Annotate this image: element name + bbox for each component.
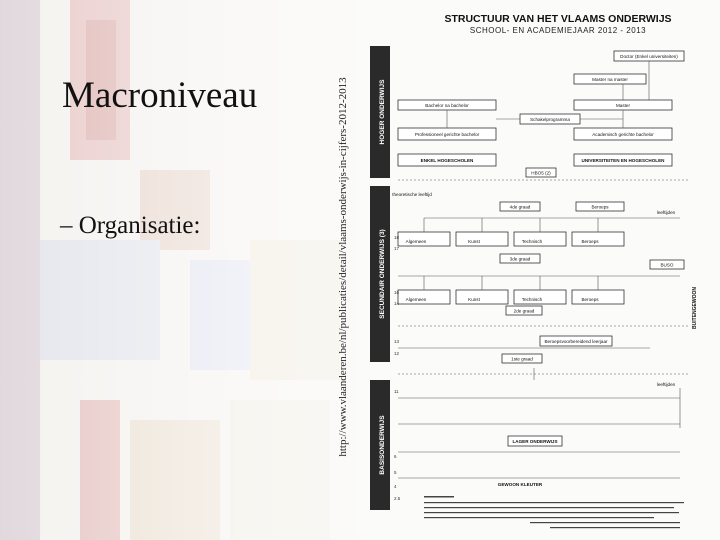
label-bso-4: Beroeps	[581, 239, 599, 244]
svg-text:16: 16	[394, 290, 400, 295]
label-hbo5: HBO5 (2)	[531, 170, 551, 176]
footnotes	[424, 496, 684, 528]
label-theoretische-leeftijd: theoretische leeftijd	[392, 192, 432, 197]
label-acad-bachelor: Academisch gerichte bachelor	[592, 132, 654, 137]
label-bachelor-na-bachelor: Bachelor na bachelor	[425, 103, 469, 108]
label-master: Master	[615, 103, 631, 108]
label-prof-bachelor: Professioneel gerichte bachelor	[414, 132, 480, 137]
svg-text:5: 5	[394, 470, 397, 475]
label-leeftijden: leeftijden	[656, 210, 676, 215]
section-label-hoger: HOGER ONDERWIJS	[379, 79, 386, 145]
svg-text:11: 11	[394, 389, 399, 394]
svg-text:18: 18	[394, 235, 400, 240]
label-gewoon-kleuter: GEWOON KLEUTER	[497, 482, 543, 487]
label-kso-2: Kunst	[468, 297, 480, 302]
label-graad1: 1ste graad	[511, 356, 533, 362]
label-buitengewoon: BUITENGEWOON	[692, 287, 698, 329]
label-bso-2: Beroeps	[581, 297, 599, 302]
label-graad2: 2de graad	[513, 308, 535, 314]
label-graad4: 4de graad	[509, 204, 531, 210]
label-master-na-master: Master na master	[592, 77, 628, 82]
section-label-secundair: SECUNDAIR ONDERWIJS (3)	[379, 229, 386, 319]
label-tso-2: Technisch	[521, 297, 543, 302]
svg-text:13: 13	[394, 339, 400, 344]
source-url[interactable]: http://www.vlaanderen.be/nl/publicaties/detail/vlaams-onderwijs-in-cijfers-2012-2013	[337, 77, 349, 457]
label-schakelprogramma: Schakelprogramma	[530, 117, 570, 122]
box-kso-2	[456, 290, 508, 304]
label-lager-onderwijs: LAGER ONDERWIJS	[512, 439, 558, 444]
diagram-subtitle: SCHOOL- EN ACADEMIEJAAR 2012 - 2013	[469, 26, 647, 35]
box-kso-4	[456, 232, 508, 246]
label-graad4-beroeps: Beroeps	[591, 204, 609, 210]
label-beroepsvoorbereidend: Beroepsvoorbereidend leerjaar	[544, 339, 608, 344]
label-kso-4: Kunst	[468, 239, 480, 244]
slide-title: Macroniveau	[62, 75, 258, 116]
label-enkel-hogescholen: ENKEL HOGESCHOLEN	[420, 158, 474, 163]
label-aso-4: Algemeen	[405, 239, 427, 244]
slide-bullet: – Organisatie:	[60, 212, 201, 239]
svg-text:4: 4	[394, 484, 397, 489]
label-buso: BUSO	[660, 262, 674, 268]
svg-text:6: 6	[394, 454, 397, 459]
education-structure-diagram	[360, 8, 712, 535]
svg-text:17: 17	[394, 246, 400, 251]
label-univ-hogescholen: UNIVERSITEITEN EN HOGESCHOLEN	[581, 158, 665, 163]
section-label-basis: BASISONDERWIJS	[379, 415, 386, 475]
svg-text:12: 12	[394, 351, 400, 356]
label-doctor: Doctor (Enkel universiteiten)	[620, 54, 678, 59]
label-graad3: 3de graad	[509, 256, 531, 262]
label-aso-2: Algemeen	[405, 297, 427, 302]
svg-text:2.5: 2.5	[394, 496, 401, 501]
label-leeftijden-basis: leeftijden	[656, 382, 676, 387]
svg-text:14: 14	[394, 301, 400, 306]
diagram-title: STRUCTUUR VAN HET VLAAMS ONDERWIJS	[444, 13, 672, 25]
label-tso-4: Technisch	[521, 239, 543, 244]
age-scale	[394, 235, 401, 501]
